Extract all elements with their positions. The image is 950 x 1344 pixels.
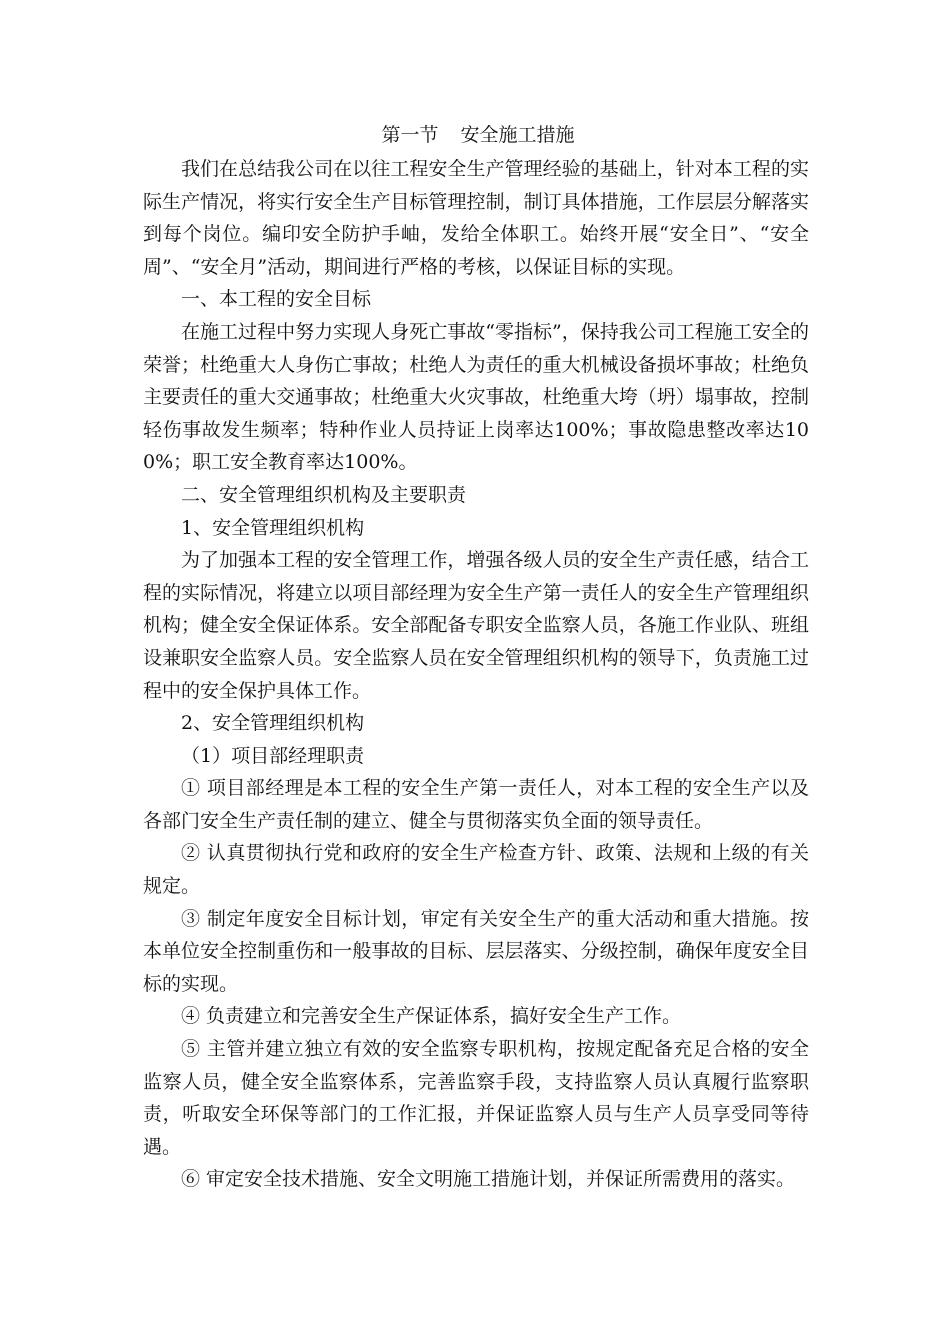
- subheading-organization-1: 1、安全管理组织机构: [181, 516, 365, 539]
- safety-goals-paragraph: 在施工过程中努力实现人身死亡事故“零指标”，保持我公司工程施工安全的荣誉；杜绝重大人身伤亡事故；杜绝人为责任的重大机械设备损坏事故；杜绝负主要责任的重大交通事故；杜绝重大火灾事故，杜绝重大垮（坍）塌事故，控制轻伤事故发生频率；特种作业人员持证上岗率达100%；事故隐患整改率达100%；职工安全教育率达100%。: [143, 320, 809, 474]
- duty-item-5: ⑤ 主管并建立独立有效的安全监察专职机构，按规定配备充足合格的安全监察人员，健全安全监察体系，完善监察手段，支持监察人员认真履行监察职责，听取安全环保等部门的工作汇报，并保证监察人员与生产人员享受同等待遇。: [143, 1038, 809, 1158]
- heading-safety-goals: 一、本工程的安全目标: [181, 288, 372, 311]
- heading-organization-duties: 二、安全管理组织机构及主要职责: [181, 483, 467, 506]
- document-page: [143, 118, 809, 1196]
- subheading-organization-2: 2、安全管理组织机构: [181, 712, 365, 735]
- section-title: [143, 118, 809, 153]
- section-heading: 安全施工措施: [460, 124, 575, 146]
- duty-item-3: ③ 制定年度安全目标计划，审定有关安全生产的重大活动和重大措施。按本单位安全控制重伤和一般事故的目标、层层落实、分级控制，确保年度安全目标的实现。: [143, 907, 809, 995]
- intro-paragraph: 我们在总结我公司在以往工程安全生产管理经验的基础上，针对本工程的实际生产情况，将实行安全生产目标管理控制，制订具体措施，工作层层分解落实到每个岗位。编印安全防护手岫，发给全体职工。始终开展“安全日”、“安全周”、“安全月”活动，期间进行严格的考核，以保证目标的实现。: [143, 158, 809, 278]
- duty-item-2: ② 认真贯彻执行党和政府的安全生产检查方针、政策、法规和上级的有关规定。: [143, 842, 809, 898]
- organization-paragraph: 为了加强本工程的安全管理工作，增强各级人员的安全生产责任感，结合工程的实际情况，将建立以项目部经理为安全生产第一责任人的安全生产管理组织机构；健全安全保证体系。安全部配备专职安全监察人员，各施工作业队、班组设兼职安全监察人员。安全监察人员在安全管理组织机构的领导下，负责施工过程中的安全保护具体工作。: [143, 549, 809, 702]
- duty-item-6: ⑥ 审定安全技术措施、安全文明施工措施计划，并保证所需费用的落实。: [181, 1168, 796, 1191]
- subheading-manager-duties: （1）项目部经理职责: [181, 744, 365, 767]
- duty-item-1: ① 项目部经理是本工程的安全生产第一责任人，对本工程的安全生产以及各部门安全生产责任制的建立、健全与贯彻落实负全面的领导责任。: [143, 777, 809, 832]
- duty-item-4: ④ 负责建立和完善安全生产保证体系，搞好安全生产工作。: [181, 1005, 682, 1028]
- section-number: 第一节: [381, 124, 439, 146]
